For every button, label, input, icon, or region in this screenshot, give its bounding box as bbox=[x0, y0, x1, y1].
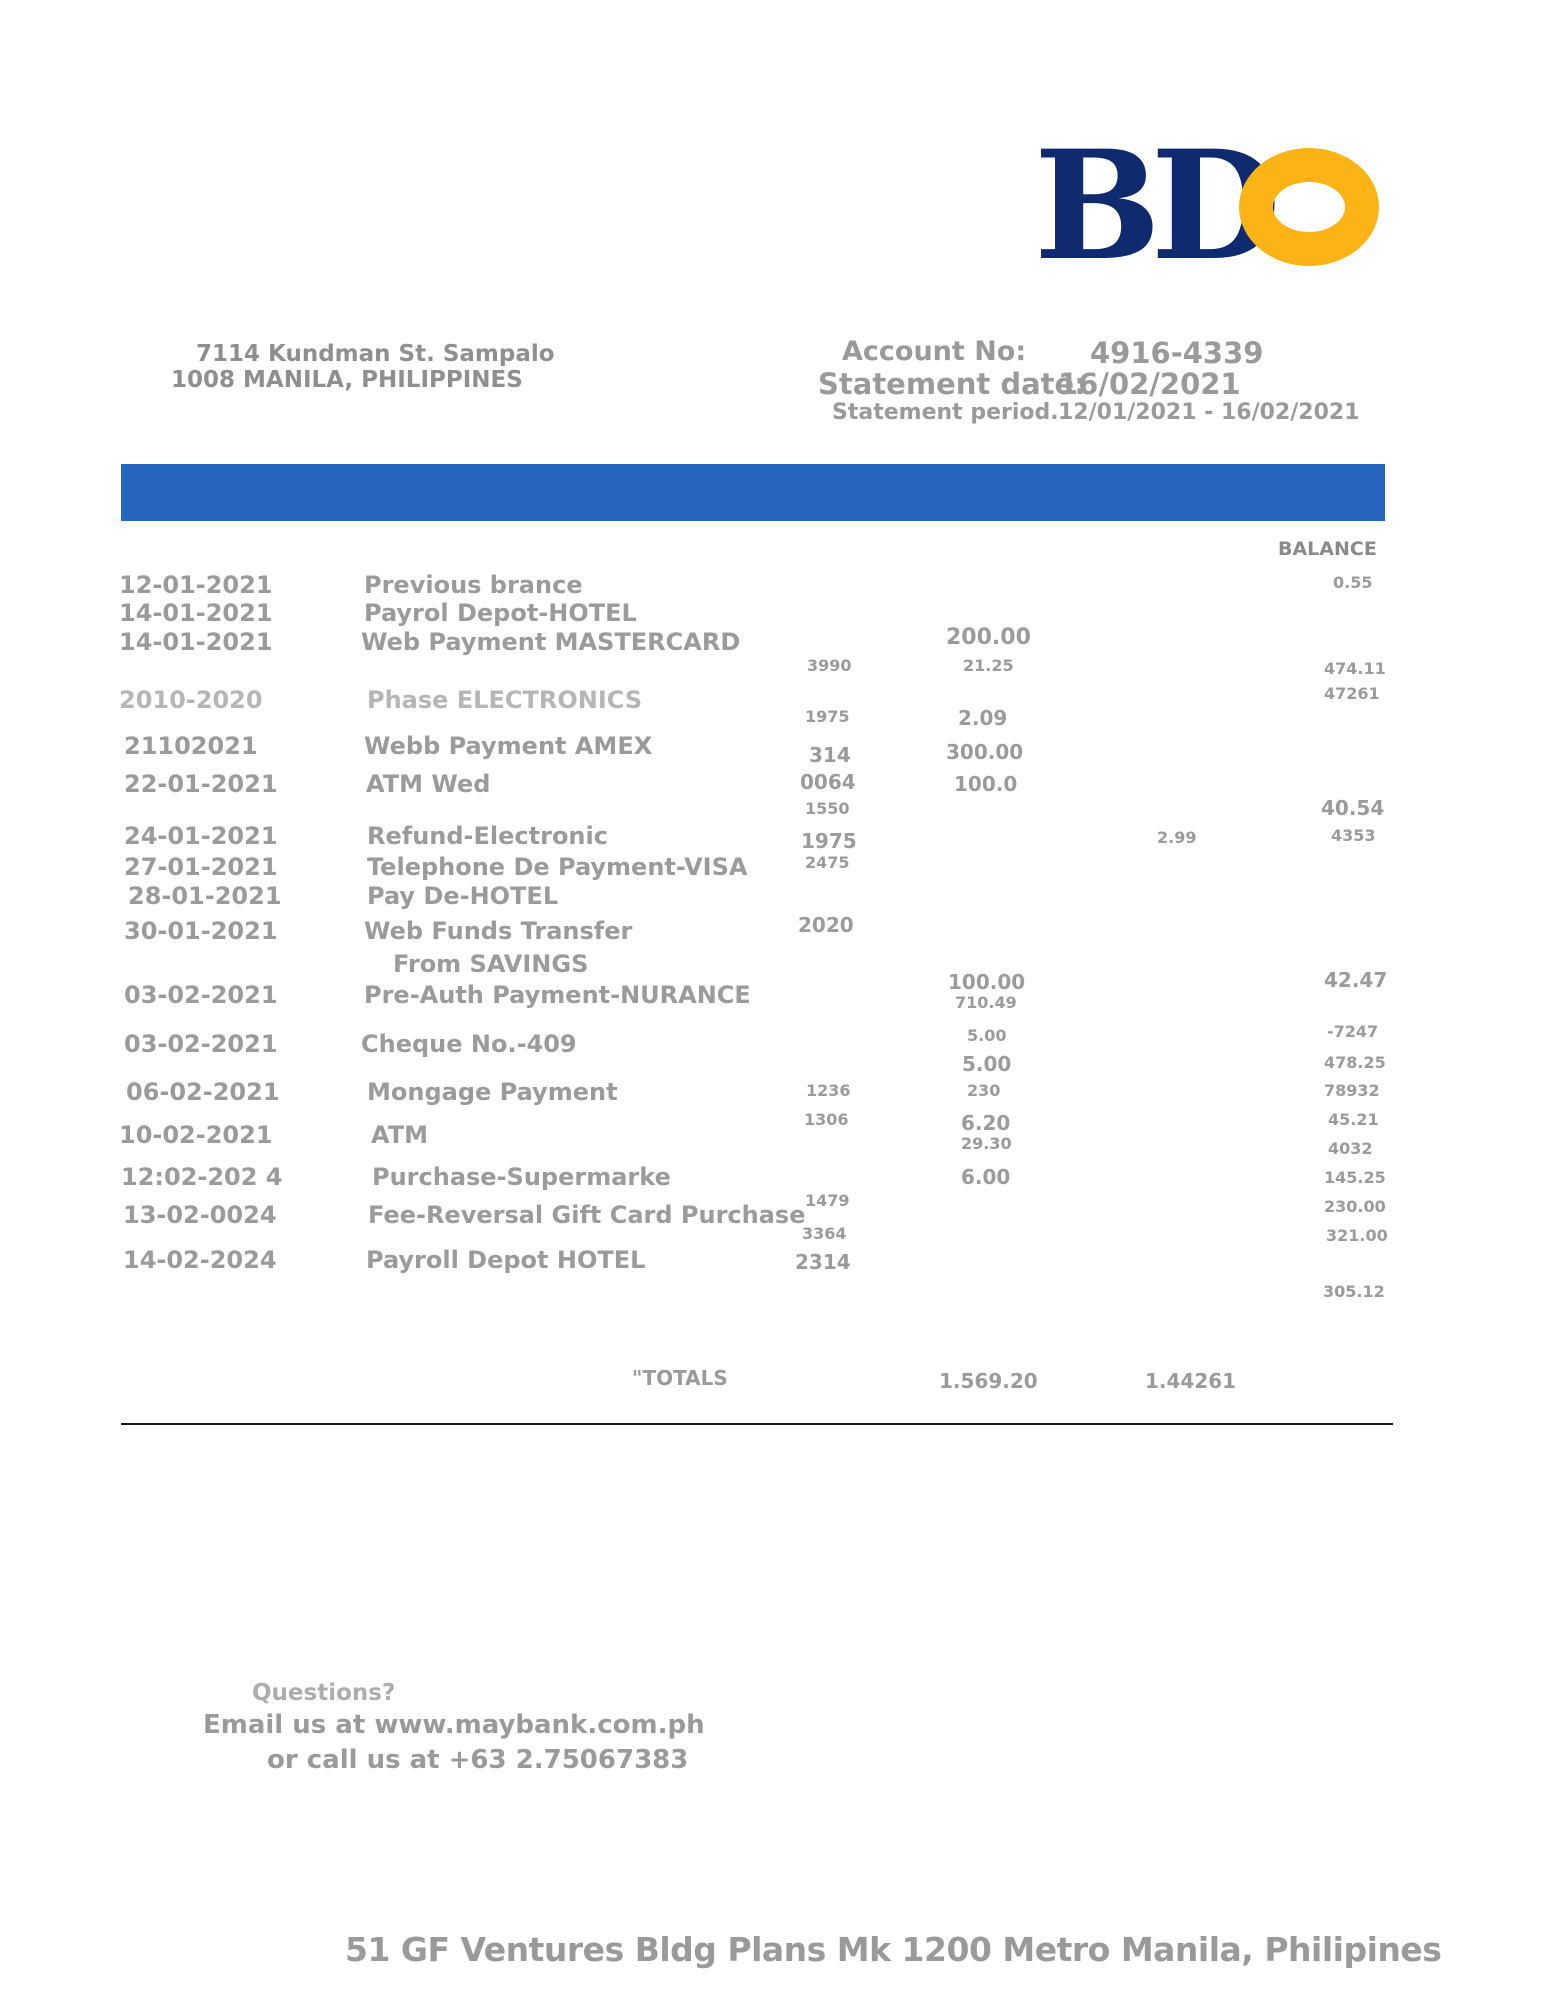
row-balance: 474.11 bbox=[1324, 659, 1386, 678]
statement-period-label: Statement period. bbox=[832, 400, 1059, 425]
row-debit: 230 bbox=[967, 1081, 1001, 1100]
row-description: Payroll Depot HOTEL bbox=[366, 1246, 646, 1274]
row-date: 13-02-0024 bbox=[123, 1201, 277, 1229]
row-debit: 6.20 bbox=[961, 1111, 1011, 1135]
statement-date-value: 16/02/2021 bbox=[1058, 367, 1241, 401]
row-debit: 710.49 bbox=[955, 993, 1017, 1012]
bdo-logo bbox=[1034, 118, 1376, 294]
row-date: 10-02-2021 bbox=[119, 1121, 273, 1149]
row-description: Phase ELECTRONICS bbox=[367, 686, 643, 714]
row-balance: 0.55 bbox=[1333, 573, 1373, 592]
row-debit: 100.0 bbox=[954, 772, 1018, 796]
logo-o-ring bbox=[1239, 148, 1379, 266]
customer-address-line1: 7114 Kundman St. Sampalo bbox=[196, 341, 555, 367]
bank-address: 51 GF Ventures Bldg Plans Mk 1200 Metro Manila, Philipines bbox=[345, 1930, 1442, 1969]
customer-address-line2: 1008 MANILA, PHILIPPINES bbox=[171, 367, 523, 393]
statement-date-label: Statement date: bbox=[818, 367, 1086, 401]
row-balance: 321.00 bbox=[1326, 1226, 1388, 1245]
account-no-value: 4916-4339 bbox=[1090, 336, 1264, 370]
row-date: 14-01-2021 bbox=[119, 599, 273, 627]
row-description-line2: From SAVINGS bbox=[393, 950, 589, 978]
row-ref: 2020 bbox=[798, 913, 854, 937]
row-ref: 1306 bbox=[804, 1110, 849, 1129]
row-balance: 230.00 bbox=[1324, 1197, 1386, 1216]
row-date: 12-01-2021 bbox=[119, 571, 273, 599]
row-date: 03-02-2021 bbox=[124, 981, 278, 1009]
row-balance: 4353 bbox=[1331, 826, 1376, 845]
row-balance: 145.25 bbox=[1324, 1168, 1386, 1187]
contact-questions: Questions? bbox=[252, 1680, 396, 1706]
row-description: Purchase-Supermarke bbox=[372, 1163, 671, 1191]
row-description: Fee-Reversal Gift Card Purchase bbox=[368, 1201, 806, 1229]
row-balance: 478.25 bbox=[1324, 1053, 1386, 1072]
row-ref: 3364 bbox=[802, 1224, 847, 1243]
row-ref: 3990 bbox=[807, 656, 852, 675]
row-description: Cheque No.-409 bbox=[361, 1030, 577, 1058]
row-description: Payrol Depot-HOTEL bbox=[364, 599, 637, 627]
contact-phone: or call us at +63 2.75067383 bbox=[267, 1745, 689, 1775]
balance-column-header: BALANCE bbox=[1278, 538, 1377, 560]
row-description: Web Payment MASTERCARD bbox=[361, 628, 741, 656]
row-date: 14-02-2024 bbox=[123, 1246, 277, 1274]
row-debit: 100.00 bbox=[948, 970, 1026, 994]
row-ref: 1975 bbox=[805, 707, 850, 726]
totals-credit: 1.44261 bbox=[1145, 1369, 1237, 1393]
row-date: 22-01-2021 bbox=[124, 770, 278, 798]
row-ref: 1975 bbox=[801, 829, 857, 853]
row-balance: 45.21 bbox=[1328, 1110, 1379, 1129]
row-debit: 21.25 bbox=[963, 656, 1014, 675]
row-description: Webb Payment AMEX bbox=[364, 732, 653, 760]
row-ref: 1550 bbox=[805, 799, 850, 818]
row-description: ATM Wed bbox=[366, 770, 491, 798]
row-description: Previous brance bbox=[364, 571, 583, 599]
row-debit: 6.00 bbox=[961, 1165, 1011, 1189]
totals-debit: 1.569.20 bbox=[939, 1369, 1038, 1393]
account-no-label: Account No: bbox=[842, 336, 1027, 367]
row-credit: 2.99 bbox=[1157, 828, 1197, 847]
totals-label: "TOTALS bbox=[632, 1366, 728, 1390]
row-date: 27-01-2021 bbox=[124, 853, 278, 881]
row-balance: 47261 bbox=[1324, 684, 1380, 703]
row-description: Pre-Auth Payment-NURANCE bbox=[364, 981, 751, 1009]
row-debit: 200.00 bbox=[946, 625, 1031, 650]
row-balance: 4032 bbox=[1328, 1139, 1373, 1158]
row-balance: 42.47 bbox=[1324, 968, 1388, 992]
row-debit: 2.09 bbox=[958, 706, 1008, 730]
row-description: Pay De-HOTEL bbox=[367, 882, 559, 910]
row-balance: -7247 bbox=[1327, 1022, 1379, 1041]
logo-bd-text: BD bbox=[1034, 118, 1271, 294]
row-date: 30-01-2021 bbox=[124, 917, 278, 945]
row-debit: 29.30 bbox=[961, 1134, 1012, 1153]
row-description: Web Funds Transfer bbox=[364, 917, 633, 945]
row-balance: 305.12 bbox=[1323, 1282, 1385, 1301]
row-balance: 78932 bbox=[1324, 1081, 1380, 1100]
row-ref: 2314 bbox=[795, 1250, 851, 1274]
row-debit: 300.00 bbox=[946, 740, 1024, 764]
row-ref: 1236 bbox=[806, 1081, 851, 1100]
row-date: 12:02-202 4 bbox=[121, 1163, 283, 1191]
row-description: ATM bbox=[371, 1121, 428, 1149]
row-date: 24-01-2021 bbox=[124, 822, 278, 850]
row-ref: 1479 bbox=[805, 1191, 850, 1210]
table-header-band bbox=[121, 464, 1385, 521]
row-debit: 5.00 bbox=[967, 1026, 1007, 1045]
row-description: Mongage Payment bbox=[367, 1078, 618, 1106]
row-description: Refund-Electronic bbox=[367, 822, 608, 850]
totals-divider bbox=[121, 1423, 1393, 1425]
row-date: 28-01-2021 bbox=[128, 882, 282, 910]
row-description: Telephone De Payment-VISA bbox=[367, 853, 748, 881]
row-ref: 2475 bbox=[805, 853, 850, 872]
row-balance: 40.54 bbox=[1321, 796, 1385, 820]
row-date: 14-01-2021 bbox=[119, 628, 273, 656]
row-date: 21102021 bbox=[124, 732, 258, 760]
statement-period-value: 12/01/2021 - 16/02/2021 bbox=[1058, 400, 1360, 425]
contact-email: Email us at www.maybank.com.ph bbox=[203, 1710, 705, 1740]
row-ref: 314 bbox=[809, 743, 851, 767]
row-date: 06-02-2021 bbox=[126, 1078, 280, 1106]
row-date: 03-02-2021 bbox=[124, 1030, 278, 1058]
row-ref: 0064 bbox=[800, 770, 856, 794]
row-debit: 5.00 bbox=[962, 1052, 1012, 1076]
row-date: 2010-2020 bbox=[119, 686, 263, 714]
